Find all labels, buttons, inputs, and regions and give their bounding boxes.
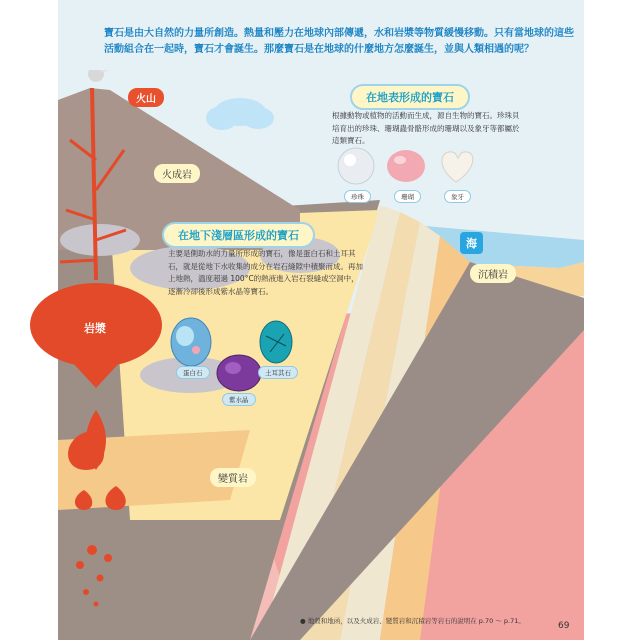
metamorphic-rock-label: 變質岩 (210, 468, 256, 487)
amethyst-label: 紫水晶 (222, 393, 256, 406)
turquoise-gem-icon (260, 321, 292, 363)
pearl-label: 珍珠 (344, 190, 371, 203)
page-number: 69 (558, 621, 570, 631)
amethyst-gem-icon (217, 355, 261, 391)
opal-label: 蛋白石 (176, 366, 210, 379)
magma-label: 岩漿 (84, 322, 106, 335)
pearl-gem-icon (338, 148, 374, 184)
surface-section-text: 根據動物或植物的活動而生成，源自生物的寶石。珍珠貝培育出的珍珠、珊瑚蟲骨骼形成的珊瑚以及象牙等都屬於這類寶石。 (332, 111, 520, 145)
turquoise-label: 土耳其石 (258, 366, 298, 379)
opal-gem-icon (171, 318, 211, 366)
surface-section-heading: 在地表形成的寶石 (350, 84, 470, 110)
coral-label: 珊瑚 (394, 190, 421, 203)
intro-text: 寶石是由大自然的力量所創造。熱量和壓力在地球內部傳遞，水和岩漿等物質緩慢移動。只有當地球的這些活動組合在一起時，寶石才會誕生。那麼寶石是在地球的什麼地方怎麼誕生，並與人類相遇的呢？ (58, 0, 584, 70)
ivory-label: 象牙 (444, 190, 471, 203)
footnote: ● 地殼和地函，以及火成岩、變質岩和沉積岩等岩石的說明在 p.70 ～ p.71。 (300, 617, 525, 625)
volcano-label: 火山 (128, 88, 164, 107)
shallow-section-text: 主要是側助水的力量所形成的寶石，像是蛋白石和土耳其石，就是從地下水收集的成分在岩石縫隙中積聚而成。再加上地熱，溫度超過 100°C的熱液進入岩石裂縫或空洞中，逐漸冷卻後形成紫水晶等寶石。 (168, 249, 363, 296)
coral-gem-icon (387, 150, 425, 182)
sedimentary-rock-label: 沉積岩 (470, 264, 516, 283)
sea-label: 海 (460, 232, 483, 254)
igneous-rock-label: 火成岩 (154, 164, 200, 183)
shallow-section-heading: 在地下淺層區形成的寶石 (162, 222, 315, 248)
